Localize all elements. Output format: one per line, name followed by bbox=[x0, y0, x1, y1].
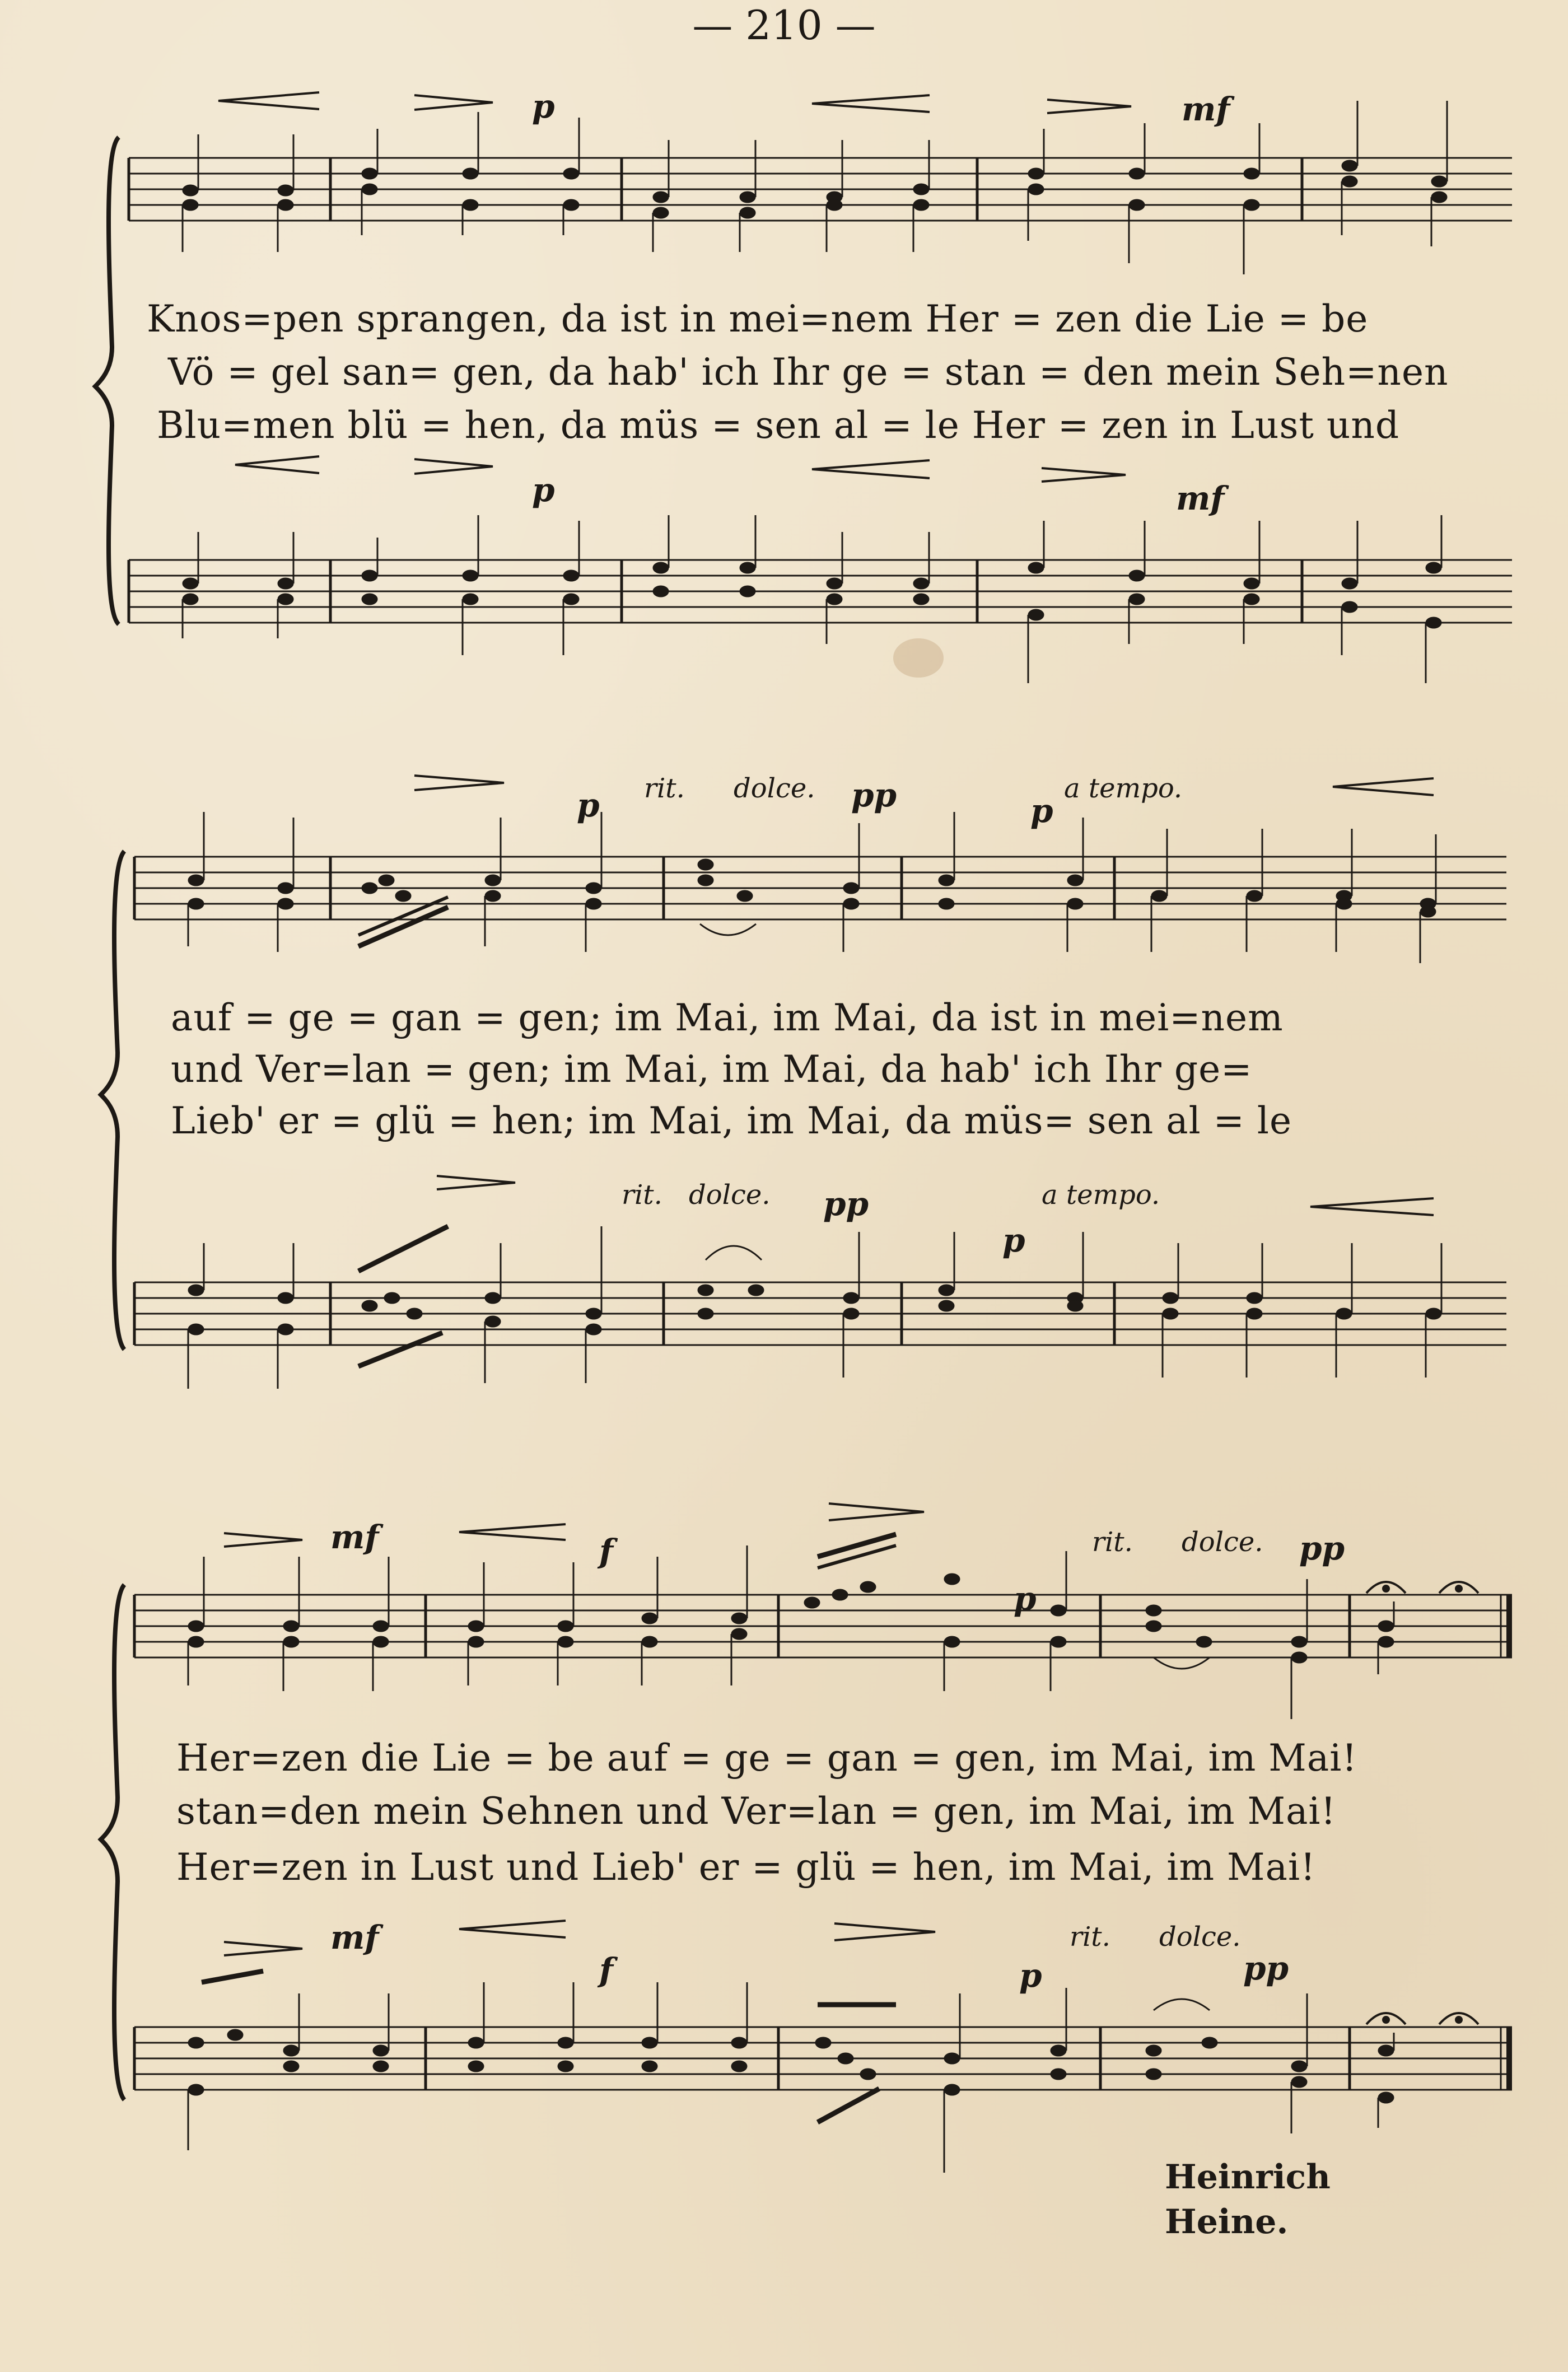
lyric-s1-verse-1: Knos=pen sprangen, da ist in mei=nem Her = zen die Lie = be bbox=[147, 297, 1369, 340]
lower-staff bbox=[129, 560, 1512, 623]
mark-s2-upper-1: rit. bbox=[644, 773, 685, 804]
upper-staff bbox=[134, 1595, 1512, 1657]
system-brace bbox=[95, 137, 119, 624]
lyric-s3-verse-1: Her=zen die Lie = be auf = ge = gan = gen, im Mai, im Mai! bbox=[176, 1736, 1357, 1780]
mark-s3-lower-4: dolce. bbox=[1159, 1921, 1241, 1953]
mark-s3-upper-0: mf bbox=[330, 1518, 379, 1556]
mark-s1-lower-0: p bbox=[532, 471, 555, 509]
mark-s2-lower-4: p bbox=[1002, 1221, 1025, 1259]
mark-s3-upper-1: f bbox=[599, 1532, 613, 1570]
mark-s2-upper-3: pp bbox=[851, 776, 897, 814]
lower-staff bbox=[134, 1282, 1506, 1345]
lower-notes bbox=[183, 515, 1441, 683]
mark-s3-lower-0: mf bbox=[330, 1918, 379, 1957]
lyric-s2-verse-1: auf = ge = gan = gen; im Mai, im Mai, da ist in mei=nem bbox=[171, 996, 1284, 1039]
mark-s2-lower-1: dolce. bbox=[689, 1179, 771, 1211]
page-number: — 210 — bbox=[692, 2, 876, 49]
mark-s3-upper-2: p bbox=[1014, 1580, 1037, 1618]
fermatas bbox=[1366, 1582, 1478, 2024]
lower-notes bbox=[188, 1226, 1441, 1389]
lyric-s1-verse-2: Vö = gel san= gen, da hab' ich Ihr ge = stan = den mein Seh=nen bbox=[168, 351, 1449, 394]
mark-s1-lower-1: mf bbox=[1176, 479, 1225, 517]
mark-s2-lower-3: a tempo. bbox=[1042, 1179, 1160, 1211]
mark-s3-upper-3: rit. bbox=[1092, 1526, 1133, 1558]
lyric-s1-verse-3: Blu=men blü = hen, da müs = sen al = le Her = zen in Lust und bbox=[157, 404, 1400, 447]
author-signature: Heinrich Heine. bbox=[1165, 2158, 1331, 2242]
mark-s3-lower-3: rit. bbox=[1070, 1921, 1110, 1953]
mark-s1-upper-0: p bbox=[532, 87, 555, 125]
system-brace bbox=[101, 851, 124, 1350]
mark-s2-upper-5: a tempo. bbox=[1064, 773, 1183, 804]
mark-s3-lower-2: p bbox=[1019, 1957, 1042, 1995]
mark-s2-upper-2: dolce. bbox=[734, 773, 815, 804]
mark-s2-upper-0: p bbox=[577, 786, 600, 824]
mark-s3-lower-5: pp bbox=[1243, 1949, 1289, 1987]
lyric-s3-verse-3: Her=zen in Lust und Lieb' er = glü = hen, im Mai, im Mai! bbox=[176, 1846, 1316, 1889]
mark-s3-upper-4: dolce. bbox=[1182, 1526, 1263, 1558]
upper-staff bbox=[134, 857, 1506, 919]
mark-s3-upper-5: pp bbox=[1299, 1529, 1345, 1567]
lyric-s2-verse-3: Lieb' er = glü = hen; im Mai, im Mai, da müs= sen al = le bbox=[171, 1099, 1292, 1142]
lower-notes bbox=[188, 1971, 1394, 2173]
upper-notes bbox=[183, 101, 1447, 274]
mark-s2-lower-0: rit. bbox=[622, 1179, 662, 1211]
lyric-s3-verse-2: stan=den mein Sehnen und Ver=lan = gen, im Mai, im Mai! bbox=[176, 1790, 1337, 1833]
lyric-s2-verse-2: und Ver=lan = gen; im Mai, im Mai, da hab' ich Ihr ge= bbox=[171, 1048, 1253, 1091]
mark-s2-lower-2: pp bbox=[823, 1185, 869, 1223]
mark-s3-lower-1: f bbox=[599, 1951, 613, 1989]
mark-s2-upper-4: p bbox=[1030, 792, 1053, 830]
system-brace bbox=[101, 1585, 124, 2100]
system-3 bbox=[101, 1503, 1512, 2173]
mark-s1-upper-1: mf bbox=[1182, 90, 1230, 128]
upper-staff bbox=[129, 158, 1512, 221]
